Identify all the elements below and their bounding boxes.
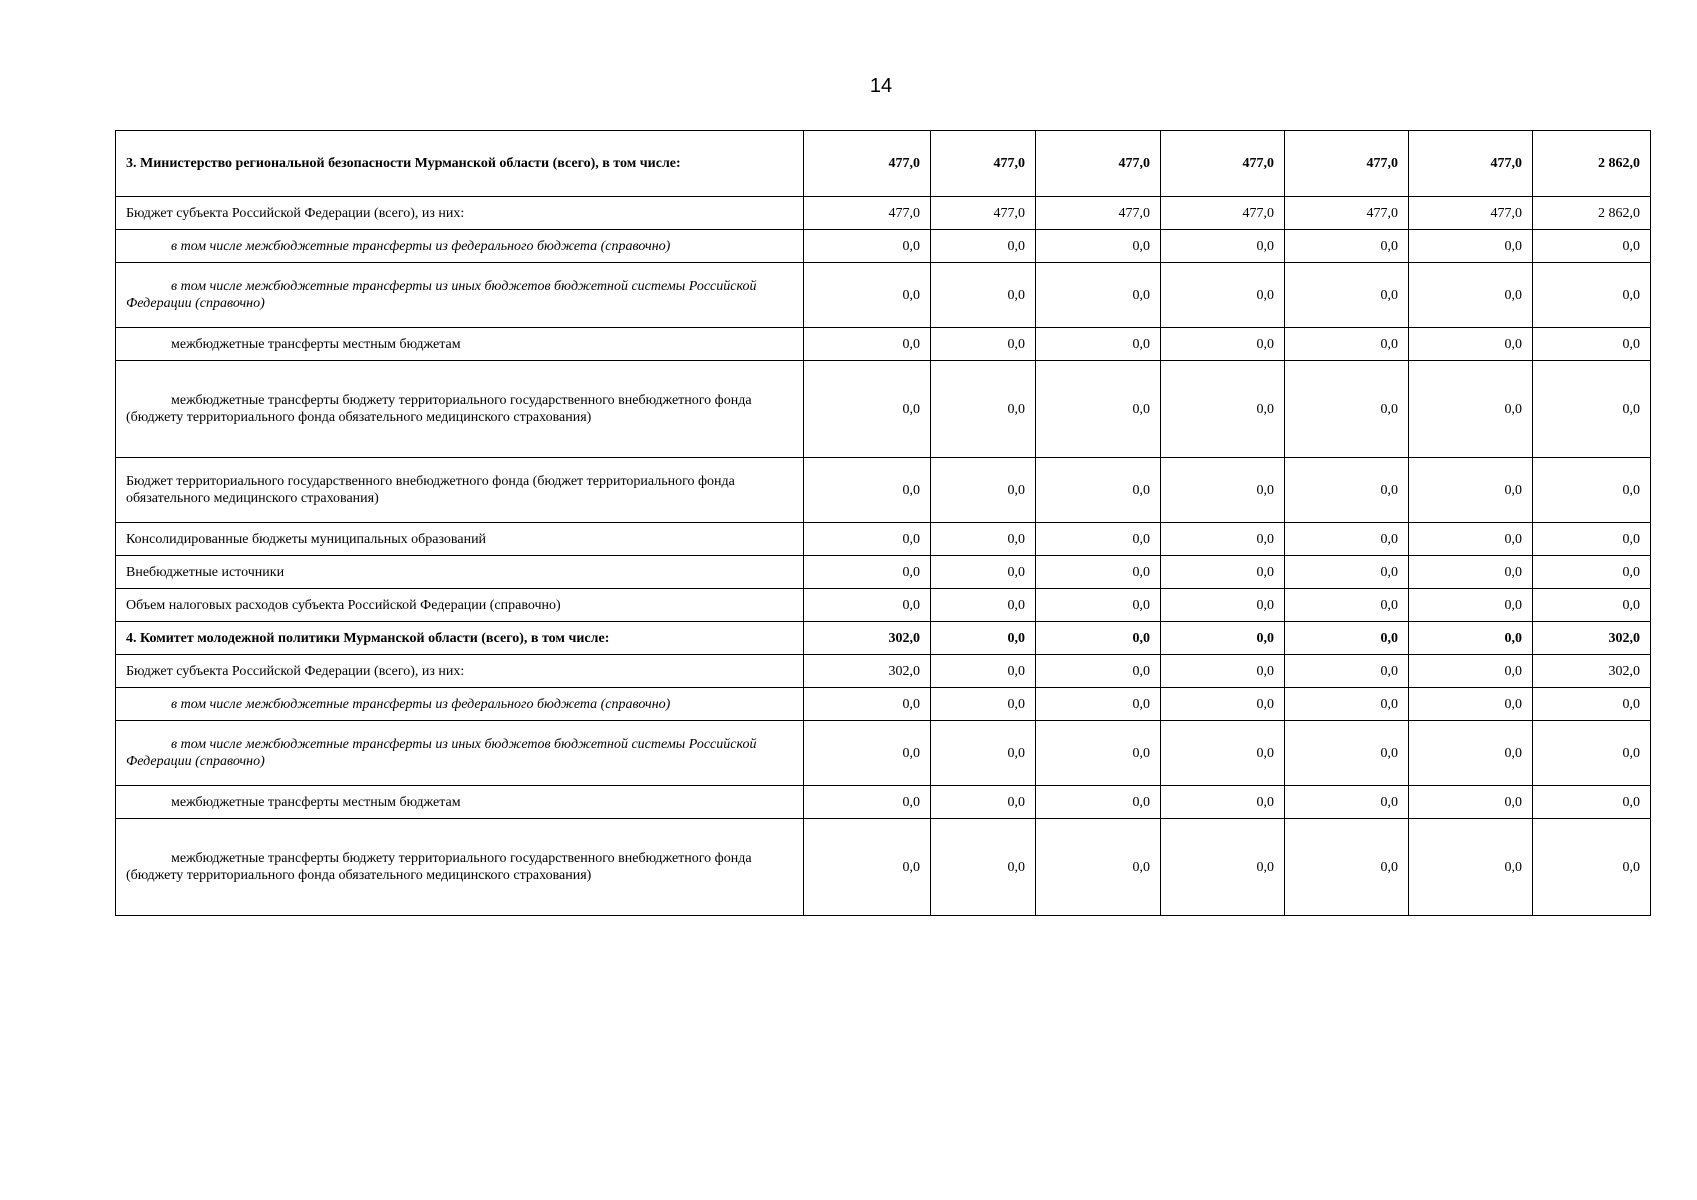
- value-cell: 0,0: [804, 230, 931, 263]
- value-cell: 0,0: [1161, 361, 1285, 458]
- value-cell: 0,0: [1285, 721, 1409, 786]
- value-cell: 0,0: [931, 688, 1036, 721]
- total-cell: 0,0: [1533, 523, 1651, 556]
- row-label: [116, 819, 804, 916]
- row-label: [116, 655, 804, 688]
- value-cell: 0,0: [1036, 556, 1161, 589]
- value-cell: 0,0: [1409, 458, 1533, 523]
- value-cell: 0,0: [804, 721, 931, 786]
- value-cell: 0,0: [1409, 556, 1533, 589]
- table-row: [116, 131, 1651, 197]
- row-label: [116, 458, 804, 523]
- value-cell: 0,0: [1409, 688, 1533, 721]
- value-cell: 477,0: [804, 131, 931, 197]
- row-label-text: межбюджетные трансферты местным бюджетам: [171, 794, 461, 810]
- value-cell: 0,0: [1036, 523, 1161, 556]
- total-cell: 0,0: [1533, 328, 1651, 361]
- row-label: [116, 556, 804, 589]
- value-cell: 0,0: [1409, 786, 1533, 819]
- value-cell: 0,0: [931, 819, 1036, 916]
- value-cell: 0,0: [1036, 263, 1161, 328]
- value-cell: 0,0: [804, 328, 931, 361]
- table-row: [116, 197, 1651, 230]
- value-cell: 0,0: [1409, 523, 1533, 556]
- row-label-text: Бюджет субъекта Российской Федерации (всего), из них:: [126, 663, 465, 679]
- value-cell: 0,0: [931, 523, 1036, 556]
- row-label-text: межбюджетные трансферты бюджету территориального государственного внебюджетного фонда (бюджету территориального фонда обязательного медицинского страхования): [126, 851, 752, 883]
- value-cell: 0,0: [1285, 688, 1409, 721]
- row-label-text: Внебюджетные источники: [126, 564, 285, 580]
- value-cell: 477,0: [1161, 131, 1285, 197]
- value-cell: 0,0: [1285, 263, 1409, 328]
- value-cell: 0,0: [931, 458, 1036, 523]
- row-label-text: в том числе межбюджетные трансферты из иных бюджетов бюджетной системы Российской Федерации (справочно): [126, 279, 757, 311]
- table-row: [116, 458, 1651, 523]
- value-cell: 0,0: [1409, 589, 1533, 622]
- value-cell: 0,0: [1285, 655, 1409, 688]
- table-row: [116, 721, 1651, 786]
- value-cell: 0,0: [931, 721, 1036, 786]
- value-cell: 0,0: [804, 556, 931, 589]
- row-label: [116, 721, 804, 786]
- value-cell: 0,0: [1161, 655, 1285, 688]
- value-cell: 0,0: [1036, 655, 1161, 688]
- value-cell: 0,0: [1285, 361, 1409, 458]
- row-label-text: Объем налоговых расходов субъекта Российской Федерации (справочно): [126, 597, 561, 613]
- row-label-text: межбюджетные трансферты бюджету территориального государственного внебюджетного фонда (бюджету территориального фонда обязательного медицинского страхования): [126, 393, 752, 425]
- value-cell: 0,0: [1161, 523, 1285, 556]
- row-label: [116, 328, 804, 361]
- value-cell: 0,0: [931, 786, 1036, 819]
- value-cell: 0,0: [1409, 721, 1533, 786]
- value-cell: 0,0: [1409, 230, 1533, 263]
- value-cell: 0,0: [1285, 523, 1409, 556]
- value-cell: 0,0: [804, 688, 931, 721]
- value-cell: 477,0: [1161, 197, 1285, 230]
- total-cell: 0,0: [1533, 458, 1651, 523]
- row-label-text: 4. Комитет молодежной политики Мурманской области (всего), в том числе:: [126, 630, 610, 646]
- value-cell: 302,0: [804, 655, 931, 688]
- value-cell: 477,0: [931, 131, 1036, 197]
- value-cell: 0,0: [1036, 230, 1161, 263]
- total-cell: 0,0: [1533, 589, 1651, 622]
- table-row: [116, 328, 1651, 361]
- table-row: [116, 556, 1651, 589]
- table-row: [116, 523, 1651, 556]
- value-cell: 0,0: [1161, 230, 1285, 263]
- row-label: [116, 263, 804, 328]
- value-cell: 0,0: [1285, 622, 1409, 655]
- value-cell: 0,0: [931, 622, 1036, 655]
- row-label-text: в том числе межбюджетные трансферты из иных бюджетов бюджетной системы Российской Федерации (справочно): [126, 737, 757, 769]
- value-cell: 0,0: [1161, 622, 1285, 655]
- value-cell: 0,0: [1161, 721, 1285, 786]
- row-label: [116, 523, 804, 556]
- value-cell: 0,0: [1285, 556, 1409, 589]
- table-row: [116, 361, 1651, 458]
- value-cell: 0,0: [1036, 786, 1161, 819]
- value-cell: 0,0: [1285, 458, 1409, 523]
- value-cell: 0,0: [804, 523, 931, 556]
- page-number: 14: [869, 75, 893, 97]
- value-cell: 0,0: [804, 458, 931, 523]
- total-cell: 0,0: [1533, 361, 1651, 458]
- row-label: [116, 361, 804, 458]
- value-cell: 0,0: [1161, 589, 1285, 622]
- table-row: [116, 622, 1651, 655]
- row-label: [116, 131, 804, 197]
- row-label-text: в том числе межбюджетные трансферты из федерального бюджета (справочно): [171, 238, 671, 254]
- total-cell: 0,0: [1533, 688, 1651, 721]
- total-cell: 302,0: [1533, 622, 1651, 655]
- table-row: [116, 819, 1651, 916]
- row-label-text: 3. Министерство региональной безопасности Мурманской области (всего), в том числе:: [126, 156, 681, 171]
- row-label-text: Консолидированные бюджеты муниципальных образований: [126, 531, 487, 547]
- value-cell: 0,0: [1036, 589, 1161, 622]
- budget-table: [115, 130, 1651, 916]
- value-cell: 0,0: [1409, 819, 1533, 916]
- value-cell: 0,0: [1036, 721, 1161, 786]
- value-cell: 0,0: [804, 819, 931, 916]
- value-cell: 477,0: [1409, 131, 1533, 197]
- value-cell: 0,0: [1161, 786, 1285, 819]
- table-row: [116, 589, 1651, 622]
- value-cell: 0,0: [931, 328, 1036, 361]
- value-cell: 0,0: [1285, 819, 1409, 916]
- row-label-text: Бюджет субъекта Российской Федерации (всего), из них:: [126, 205, 465, 221]
- value-cell: 0,0: [1285, 230, 1409, 263]
- total-cell: 0,0: [1533, 819, 1651, 916]
- value-cell: 0,0: [1036, 361, 1161, 458]
- value-cell: 0,0: [931, 589, 1036, 622]
- value-cell: 0,0: [1036, 328, 1161, 361]
- value-cell: 0,0: [804, 786, 931, 819]
- value-cell: 477,0: [1285, 197, 1409, 230]
- table-row: [116, 688, 1651, 721]
- row-label-text: межбюджетные трансферты местным бюджетам: [171, 336, 461, 352]
- value-cell: 0,0: [1285, 786, 1409, 819]
- value-cell: 0,0: [804, 589, 931, 622]
- value-cell: 0,0: [1285, 328, 1409, 361]
- value-cell: 0,0: [1285, 589, 1409, 622]
- total-cell: 0,0: [1533, 263, 1651, 328]
- value-cell: 0,0: [1036, 819, 1161, 916]
- value-cell: 302,0: [804, 622, 931, 655]
- value-cell: 477,0: [1285, 131, 1409, 197]
- row-label: [116, 688, 804, 721]
- row-label: [116, 230, 804, 263]
- table-body: [116, 131, 1651, 916]
- value-cell: 0,0: [1161, 688, 1285, 721]
- value-cell: 477,0: [1036, 197, 1161, 230]
- value-cell: 0,0: [931, 263, 1036, 328]
- table-row: [116, 786, 1651, 819]
- value-cell: 0,0: [1036, 458, 1161, 523]
- value-cell: 0,0: [1036, 688, 1161, 721]
- total-cell: 0,0: [1533, 786, 1651, 819]
- value-cell: 0,0: [1409, 655, 1533, 688]
- value-cell: 0,0: [1161, 263, 1285, 328]
- value-cell: 0,0: [931, 361, 1036, 458]
- value-cell: 0,0: [1036, 622, 1161, 655]
- total-cell: 302,0: [1533, 655, 1651, 688]
- value-cell: 0,0: [804, 361, 931, 458]
- value-cell: 0,0: [1161, 819, 1285, 916]
- value-cell: 0,0: [1409, 328, 1533, 361]
- value-cell: 0,0: [1409, 263, 1533, 328]
- row-label: [116, 786, 804, 819]
- row-label: [116, 622, 804, 655]
- total-cell: 0,0: [1533, 556, 1651, 589]
- row-label-text: в том числе межбюджетные трансферты из федерального бюджета (справочно): [171, 696, 671, 712]
- total-cell: 2 862,0: [1533, 131, 1651, 197]
- value-cell: 0,0: [1161, 556, 1285, 589]
- value-cell: 477,0: [1036, 131, 1161, 197]
- table-row: [116, 263, 1651, 328]
- value-cell: 0,0: [1409, 622, 1533, 655]
- table-row: [116, 230, 1651, 263]
- value-cell: 0,0: [931, 655, 1036, 688]
- total-cell: 0,0: [1533, 230, 1651, 263]
- value-cell: 477,0: [804, 197, 931, 230]
- total-cell: 0,0: [1533, 721, 1651, 786]
- value-cell: 0,0: [804, 263, 931, 328]
- row-label-text: Бюджет территориального государственного внебюджетного фонда (бюджет территориального фонда обязательного медицинского страхования): [126, 474, 735, 506]
- value-cell: 0,0: [1409, 361, 1533, 458]
- value-cell: 477,0: [1409, 197, 1533, 230]
- row-label: [116, 197, 804, 230]
- value-cell: 0,0: [931, 556, 1036, 589]
- value-cell: 0,0: [1161, 328, 1285, 361]
- value-cell: 477,0: [931, 197, 1036, 230]
- table-row: [116, 655, 1651, 688]
- total-cell: 2 862,0: [1533, 197, 1651, 230]
- value-cell: 0,0: [931, 230, 1036, 263]
- row-label: [116, 589, 804, 622]
- value-cell: 0,0: [1161, 458, 1285, 523]
